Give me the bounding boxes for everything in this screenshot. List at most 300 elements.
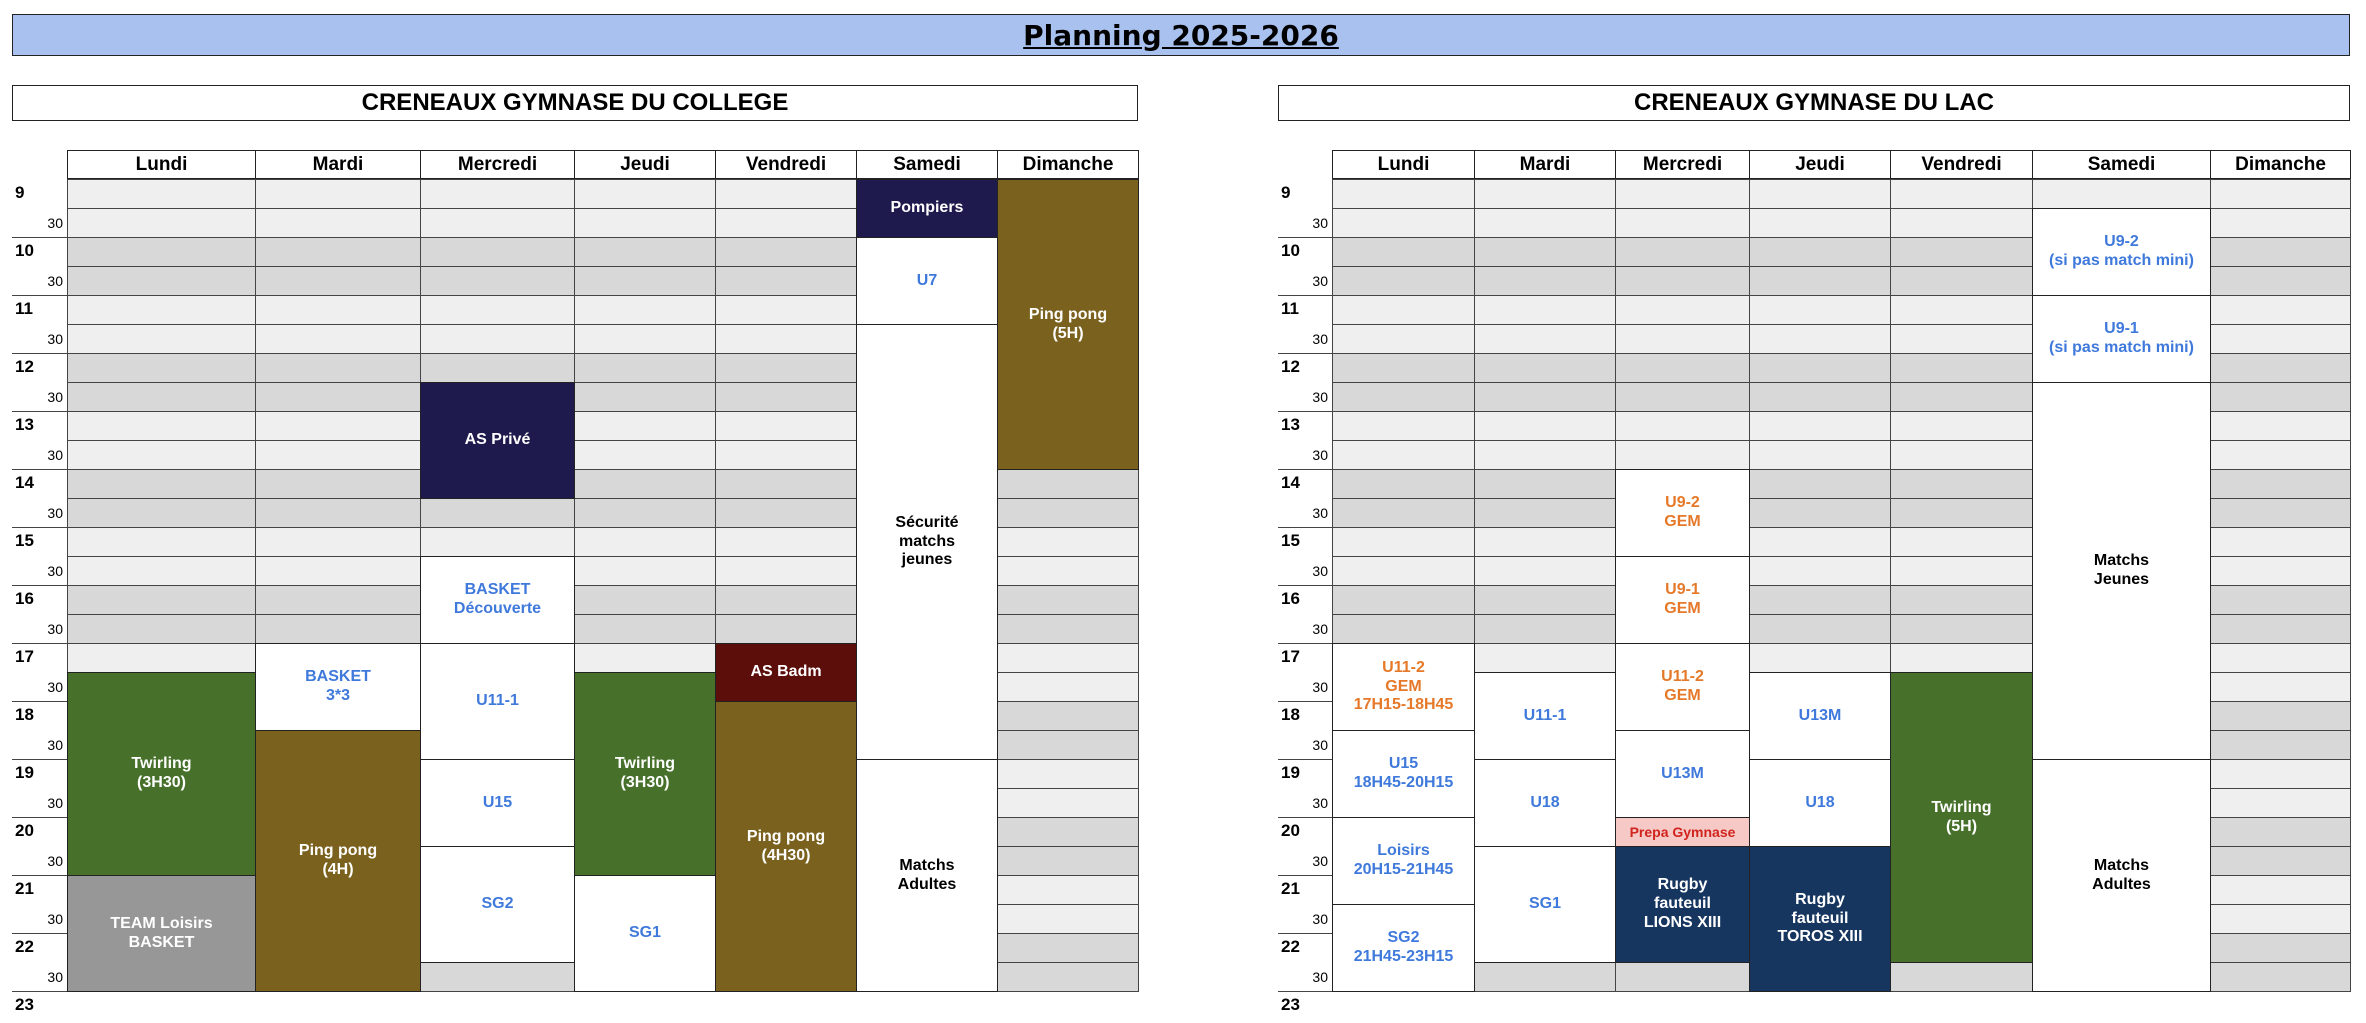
day-header-samedi: Samedi xyxy=(2032,150,2211,179)
time-slot-cell xyxy=(715,527,857,557)
day-header-jeudi: Jeudi xyxy=(1749,150,1891,179)
time-slot-cell xyxy=(715,179,857,209)
time-slot-cell xyxy=(420,498,575,528)
schedule-event[interactable]: U11-2 GEM 17H15-18H45 xyxy=(1332,643,1475,731)
half-hour-label: 30 xyxy=(1312,737,1328,753)
schedule-event[interactable]: Rugby fauteuil TOROS XIII xyxy=(1749,846,1891,992)
schedule-event[interactable]: U18 xyxy=(1749,759,1891,847)
time-slot-cell xyxy=(574,382,716,412)
planning-banner xyxy=(12,14,2350,56)
hour-label: 23 xyxy=(1281,995,1300,1014)
day-header-mercredi: Mercredi xyxy=(1615,150,1750,179)
time-slot-cell xyxy=(1749,556,1891,586)
schedule-event[interactable]: U15 18H45-20H15 xyxy=(1332,730,1475,818)
time-slot-cell xyxy=(1332,556,1475,586)
schedule-event[interactable]: U9-1 GEM xyxy=(1615,556,1750,644)
time-slot-cell xyxy=(2210,904,2351,934)
hour-label: 16 xyxy=(1281,589,1300,608)
time-slot-cell xyxy=(420,527,575,557)
gym-title-lac: CRENEAUX GYMNASE DU LAC xyxy=(1278,85,2350,121)
time-slot-cell xyxy=(2210,759,2351,789)
time-slot-cell xyxy=(255,498,421,528)
time-slot-cell xyxy=(420,266,575,296)
hour-divider xyxy=(1278,237,1332,238)
hour-label: 11 xyxy=(1281,299,1299,318)
hour-divider xyxy=(12,643,67,644)
schedule-event[interactable]: U11-1 xyxy=(1474,672,1616,760)
time-slot-cell xyxy=(1890,643,2033,673)
hour-divider xyxy=(12,353,67,354)
time-slot-cell xyxy=(255,469,421,499)
schedule-event[interactable]: U9-2 GEM xyxy=(1615,469,1750,557)
half-hour-label: 30 xyxy=(1312,679,1328,695)
half-hour-label: 30 xyxy=(47,795,63,811)
time-slot-cell xyxy=(1474,411,1616,441)
time-slot-cell xyxy=(2210,295,2351,325)
schedule-event[interactable]: Loisirs 20H15-21H45 xyxy=(1332,817,1475,905)
time-slot-cell xyxy=(255,527,421,557)
time-slot-cell xyxy=(715,353,857,383)
time-slot-cell xyxy=(1332,614,1475,644)
time-slot-cell xyxy=(715,411,857,441)
time-slot-cell xyxy=(574,469,716,499)
time-slot-cell xyxy=(67,469,256,499)
time-slot-cell xyxy=(1474,962,1616,992)
schedule-event[interactable]: U9-1 (si pas match mini) xyxy=(2032,295,2211,383)
time-slot-cell xyxy=(574,237,716,267)
hour-label: 15 xyxy=(15,531,34,550)
time-slot-cell xyxy=(1615,179,1750,209)
time-slot-cell xyxy=(715,324,857,354)
hour-divider xyxy=(1278,991,1332,992)
time-slot-cell xyxy=(715,585,857,615)
day-header-jeudi: Jeudi xyxy=(574,150,716,179)
schedule-event[interactable]: U11-2 GEM xyxy=(1615,643,1750,731)
time-slot-cell xyxy=(2210,179,2351,209)
time-slot-cell xyxy=(997,730,1139,760)
half-hour-label: 30 xyxy=(47,447,63,463)
time-slot-cell xyxy=(420,353,575,383)
time-slot-cell xyxy=(67,208,256,238)
half-hour-label: 30 xyxy=(1312,853,1328,869)
hour-label: 12 xyxy=(15,357,34,376)
schedule-event[interactable]: Ping pong (4H) xyxy=(255,730,421,992)
time-slot-cell xyxy=(574,208,716,238)
schedule-event[interactable]: BASKET 3*3 xyxy=(255,643,421,731)
time-slot-cell xyxy=(2210,817,2351,847)
time-slot-cell xyxy=(67,295,256,325)
time-slot-cell xyxy=(1749,469,1891,499)
time-slot-cell xyxy=(67,382,256,412)
time-slot-cell xyxy=(715,382,857,412)
schedule-event[interactable]: U13M xyxy=(1615,730,1750,818)
hour-divider xyxy=(1278,295,1332,296)
time-slot-cell xyxy=(1615,324,1750,354)
time-slot-cell xyxy=(1332,498,1475,528)
day-header-mardi: Mardi xyxy=(255,150,421,179)
hour-divider xyxy=(12,759,67,760)
time-slot-cell xyxy=(67,179,256,209)
time-slot-cell xyxy=(1749,411,1891,441)
time-slot-cell xyxy=(2210,469,2351,499)
hour-divider xyxy=(1278,353,1332,354)
time-slot-cell xyxy=(1890,469,2033,499)
time-slot-cell xyxy=(67,643,256,673)
time-slot-cell xyxy=(997,527,1139,557)
half-hour-label: 30 xyxy=(47,737,63,753)
hour-divider xyxy=(1278,817,1332,818)
hour-label: 9 xyxy=(15,183,25,202)
time-slot-cell xyxy=(67,353,256,383)
schedule-event[interactable]: U15 xyxy=(420,759,575,847)
time-slot-cell xyxy=(574,411,716,441)
half-hour-label: 30 xyxy=(1312,447,1328,463)
time-slot-cell xyxy=(1615,353,1750,383)
day-header-lundi: Lundi xyxy=(1332,150,1475,179)
schedule-event[interactable]: U7 xyxy=(856,237,998,325)
schedule-event[interactable]: TEAM Loisirs BASKET xyxy=(67,875,256,992)
hour-divider xyxy=(12,817,67,818)
time-slot-cell xyxy=(1749,440,1891,470)
time-slot-cell xyxy=(1332,295,1475,325)
time-slot-cell xyxy=(715,469,857,499)
time-slot-cell xyxy=(997,817,1139,847)
half-hour-label: 30 xyxy=(47,331,63,347)
time-slot-cell xyxy=(1615,962,1750,992)
hour-label: 18 xyxy=(1281,705,1300,724)
time-slot-cell xyxy=(420,179,575,209)
time-slot-cell xyxy=(574,295,716,325)
schedule-event[interactable]: SG2 21H45-23H15 xyxy=(1332,904,1475,992)
time-slot-cell xyxy=(1332,411,1475,441)
time-slot-cell xyxy=(715,266,857,296)
hour-divider xyxy=(12,295,67,296)
time-slot-cell xyxy=(2210,788,2351,818)
time-slot-cell xyxy=(1890,556,2033,586)
schedule-event[interactable]: Matchs Adultes xyxy=(856,759,998,992)
schedule-event[interactable]: SG1 xyxy=(1474,846,1616,963)
schedule-event[interactable]: Pompiers xyxy=(856,179,998,238)
time-slot-cell xyxy=(1890,585,2033,615)
time-slot-cell xyxy=(2210,875,2351,905)
time-slot-cell xyxy=(1749,353,1891,383)
hour-label: 13 xyxy=(15,415,34,434)
time-slot-cell xyxy=(574,643,716,673)
time-slot-cell xyxy=(997,904,1139,934)
half-hour-label: 30 xyxy=(47,505,63,521)
time-slot-cell xyxy=(1332,237,1475,267)
time-slot-cell xyxy=(420,208,575,238)
schedule-event[interactable]: Matchs Adultes xyxy=(2032,759,2211,992)
schedule-event[interactable]: U18 xyxy=(1474,759,1616,847)
day-header-dimanche: Dimanche xyxy=(2210,150,2351,179)
time-slot-cell xyxy=(2210,730,2351,760)
time-slot-cell xyxy=(1615,440,1750,470)
time-slot-cell xyxy=(2210,411,2351,441)
time-slot-cell xyxy=(1890,614,2033,644)
half-hour-label: 30 xyxy=(47,389,63,405)
hour-divider xyxy=(1278,643,1332,644)
time-slot-cell xyxy=(255,382,421,412)
half-hour-label: 30 xyxy=(1312,911,1328,927)
time-slot-cell xyxy=(1749,614,1891,644)
schedule-event[interactable]: BASKET Découverte xyxy=(420,556,575,644)
time-slot-cell xyxy=(997,556,1139,586)
schedule-event[interactable]: Twirling (5H) xyxy=(1890,672,2033,963)
time-slot-cell xyxy=(1749,208,1891,238)
half-hour-label: 30 xyxy=(1312,273,1328,289)
time-slot-cell xyxy=(1890,295,2033,325)
hour-label: 10 xyxy=(15,241,34,260)
hour-divider xyxy=(12,875,67,876)
time-slot-cell xyxy=(1474,498,1616,528)
time-slot-cell xyxy=(574,498,716,528)
time-slot-cell xyxy=(255,411,421,441)
time-slot-cell xyxy=(2210,237,2351,267)
time-slot-cell xyxy=(1615,382,1750,412)
time-slot-cell xyxy=(255,237,421,267)
time-slot-cell xyxy=(1890,179,2033,209)
time-slot-cell xyxy=(1474,556,1616,586)
hour-divider xyxy=(12,991,67,992)
time-slot-cell xyxy=(1890,440,2033,470)
time-slot-cell xyxy=(1749,179,1891,209)
time-slot-cell xyxy=(1615,411,1750,441)
schedule-event[interactable]: Ping pong (4H30) xyxy=(715,701,857,992)
time-slot-cell xyxy=(255,208,421,238)
hour-label: 19 xyxy=(15,763,34,782)
schedule-event[interactable]: AS Privé xyxy=(420,382,575,499)
time-slot-cell xyxy=(255,614,421,644)
time-slot-cell xyxy=(1332,179,1475,209)
time-slot-cell xyxy=(1890,498,2033,528)
hour-label: 21 xyxy=(15,879,34,898)
schedule-event[interactable]: AS Badm xyxy=(715,643,857,702)
schedule-event[interactable]: Sécurité matchs jeunes xyxy=(856,324,998,760)
time-slot-cell xyxy=(1749,266,1891,296)
time-slot-cell xyxy=(997,585,1139,615)
time-slot-cell xyxy=(1474,237,1616,267)
time-slot-cell xyxy=(67,556,256,586)
time-slot-cell xyxy=(2210,701,2351,731)
hour-label: 22 xyxy=(1281,937,1300,956)
time-slot-cell xyxy=(1749,643,1891,673)
half-hour-label: 30 xyxy=(47,563,63,579)
time-slot-cell xyxy=(574,266,716,296)
time-slot-cell xyxy=(997,788,1139,818)
time-slot-cell xyxy=(1615,295,1750,325)
time-slot-cell xyxy=(2210,498,2351,528)
half-hour-label: 30 xyxy=(47,911,63,927)
time-slot-cell xyxy=(1890,208,2033,238)
hour-label: 18 xyxy=(15,705,34,724)
time-slot-cell xyxy=(1332,585,1475,615)
hour-label: 10 xyxy=(1281,241,1300,260)
hour-label: 19 xyxy=(1281,763,1300,782)
time-slot-cell xyxy=(255,440,421,470)
time-slot-cell xyxy=(997,469,1139,499)
time-slot-cell xyxy=(1890,962,2033,992)
hour-label: 22 xyxy=(15,937,34,956)
hour-label: 13 xyxy=(1281,415,1300,434)
time-slot-cell xyxy=(1890,324,2033,354)
schedule-event[interactable]: Rugby fauteuil LIONS XIII xyxy=(1615,846,1750,963)
time-slot-cell xyxy=(1474,179,1616,209)
hour-label: 15 xyxy=(1281,531,1300,550)
time-slot-cell xyxy=(2210,324,2351,354)
time-slot-cell xyxy=(1890,382,2033,412)
schedule-event[interactable]: Twirling (3H30) xyxy=(67,672,256,876)
hour-divider xyxy=(12,527,67,528)
time-slot-cell xyxy=(1332,353,1475,383)
time-slot-cell xyxy=(574,440,716,470)
time-slot-cell xyxy=(67,324,256,354)
hour-divider xyxy=(1278,933,1332,934)
time-slot-cell xyxy=(255,585,421,615)
time-slot-cell xyxy=(420,237,575,267)
schedule-event[interactable]: U11-1 xyxy=(420,643,575,760)
hour-divider xyxy=(1278,469,1332,470)
hour-divider xyxy=(12,469,67,470)
schedule-event[interactable]: SG1 xyxy=(574,875,716,992)
day-header-mardi: Mardi xyxy=(1474,150,1616,179)
time-slot-cell xyxy=(1474,614,1616,644)
time-slot-cell xyxy=(255,266,421,296)
schedule-event[interactable]: Ping pong (5H) xyxy=(997,179,1139,470)
half-hour-label: 30 xyxy=(47,853,63,869)
schedule-event[interactable]: Matchs Jeunes xyxy=(2032,382,2211,760)
half-hour-label: 30 xyxy=(1312,389,1328,405)
hour-label: 16 xyxy=(15,589,34,608)
time-slot-cell xyxy=(2210,353,2351,383)
half-hour-label: 30 xyxy=(47,679,63,695)
time-slot-cell xyxy=(1890,527,2033,557)
time-slot-cell xyxy=(67,585,256,615)
schedule-event[interactable]: U9-2 (si pas match mini) xyxy=(2032,208,2211,296)
hour-divider xyxy=(1278,875,1332,876)
time-slot-cell xyxy=(1749,295,1891,325)
time-slot-cell xyxy=(1749,324,1891,354)
time-slot-cell xyxy=(2210,440,2351,470)
hour-divider xyxy=(12,585,67,586)
hour-label: 12 xyxy=(1281,357,1300,376)
time-slot-cell xyxy=(67,614,256,644)
time-slot-cell xyxy=(2210,643,2351,673)
half-hour-label: 30 xyxy=(47,273,63,289)
time-slot-cell xyxy=(715,208,857,238)
time-slot-cell xyxy=(255,324,421,354)
half-hour-label: 30 xyxy=(1312,563,1328,579)
time-slot-cell xyxy=(997,846,1139,876)
hour-divider xyxy=(1278,585,1332,586)
time-slot-cell xyxy=(2210,614,2351,644)
time-slot-cell xyxy=(1890,237,2033,267)
time-slot-cell xyxy=(574,527,716,557)
time-slot-cell xyxy=(574,179,716,209)
schedule-event[interactable]: SG2 xyxy=(420,846,575,963)
time-slot-cell xyxy=(255,556,421,586)
time-slot-cell xyxy=(1749,585,1891,615)
time-slot-cell xyxy=(2210,382,2351,412)
time-slot-cell xyxy=(1332,469,1475,499)
time-slot-cell xyxy=(997,701,1139,731)
time-slot-cell xyxy=(2210,208,2351,238)
time-slot-cell xyxy=(1615,208,1750,238)
time-slot-cell xyxy=(1332,382,1475,412)
time-slot-cell xyxy=(420,962,575,992)
hour-label: 20 xyxy=(1281,821,1300,840)
hour-divider xyxy=(1278,759,1332,760)
time-slot-cell xyxy=(1474,382,1616,412)
half-hour-label: 30 xyxy=(47,621,63,637)
schedule-event[interactable]: Prepa Gymnase xyxy=(1615,817,1750,847)
half-hour-label: 30 xyxy=(1312,621,1328,637)
time-slot-cell xyxy=(1332,440,1475,470)
time-slot-cell xyxy=(1474,585,1616,615)
day-header-dimanche: Dimanche xyxy=(997,150,1139,179)
time-slot-cell xyxy=(67,237,256,267)
time-slot-cell xyxy=(2210,933,2351,963)
day-header-vendredi: Vendredi xyxy=(1890,150,2033,179)
hour-label: 23 xyxy=(15,995,34,1014)
time-slot-cell xyxy=(1474,469,1616,499)
time-slot-cell xyxy=(67,527,256,557)
time-slot-cell xyxy=(715,237,857,267)
schedule-event[interactable]: U13M xyxy=(1749,672,1891,760)
time-slot-cell xyxy=(2210,556,2351,586)
planning-title: Planning 2025-2026 xyxy=(1023,18,1339,52)
time-slot-cell xyxy=(1749,498,1891,528)
time-slot-cell xyxy=(2210,527,2351,557)
time-slot-cell xyxy=(715,614,857,644)
hour-divider xyxy=(1278,701,1332,702)
time-slot-cell xyxy=(574,585,716,615)
gym-title-college: CRENEAUX GYMNASE DU COLLEGE xyxy=(12,85,1138,121)
time-slot-cell xyxy=(574,353,716,383)
half-hour-label: 30 xyxy=(1312,215,1328,231)
hour-label: 14 xyxy=(1281,473,1300,492)
time-slot-cell xyxy=(1749,527,1891,557)
time-slot-cell xyxy=(1890,353,2033,383)
time-slot-cell xyxy=(997,672,1139,702)
hour-label: 17 xyxy=(1281,647,1300,666)
time-slot-cell xyxy=(67,498,256,528)
time-slot-cell xyxy=(574,324,716,354)
time-slot-cell xyxy=(255,353,421,383)
time-slot-cell xyxy=(1615,266,1750,296)
half-hour-label: 30 xyxy=(1312,795,1328,811)
hour-divider xyxy=(12,411,67,412)
schedule-event[interactable]: Twirling (3H30) xyxy=(574,672,716,876)
time-slot-cell xyxy=(574,614,716,644)
time-slot-cell xyxy=(255,179,421,209)
hour-divider xyxy=(12,237,67,238)
time-slot-cell xyxy=(1332,324,1475,354)
hour-divider xyxy=(1278,527,1332,528)
half-hour-label: 30 xyxy=(1312,505,1328,521)
hour-divider xyxy=(12,701,67,702)
day-header-mercredi: Mercredi xyxy=(420,150,575,179)
time-slot-cell xyxy=(1890,411,2033,441)
hour-divider xyxy=(1278,411,1332,412)
day-header-samedi: Samedi xyxy=(856,150,998,179)
hour-label: 21 xyxy=(1281,879,1300,898)
time-slot-cell xyxy=(715,556,857,586)
time-slot-cell xyxy=(1474,440,1616,470)
hour-divider xyxy=(12,933,67,934)
time-slot-cell xyxy=(67,440,256,470)
hour-label: 11 xyxy=(15,299,33,318)
